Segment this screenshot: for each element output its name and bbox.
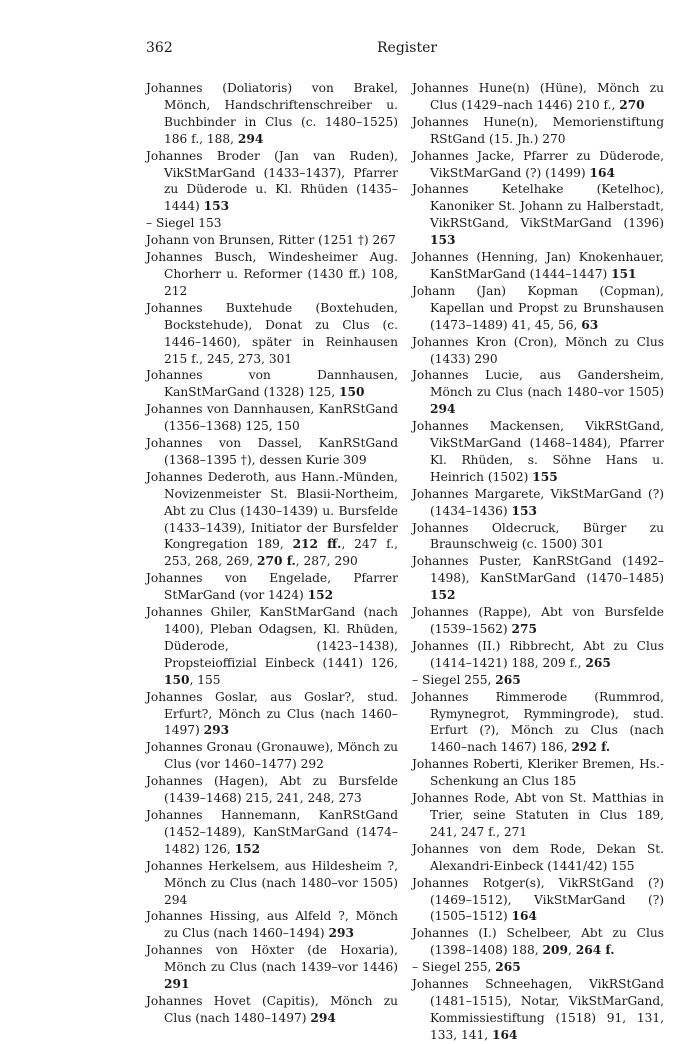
page-reference-bold: 164 <box>492 1027 518 1042</box>
entry-text: Johannes Hune(n), Memorienstiftung RStGand (15. Jh.) 270 <box>412 114 664 146</box>
entry-text: Johannes Kron (Cron), Mönch zu Clus (1433) 290 <box>412 334 664 366</box>
page-reference-bold: 152 <box>430 588 456 603</box>
index-entry <box>412 604 664 638</box>
entry-text: Johannes Ketelhake (Ketelhoc), Kanoniker St. Johann zu Halberstadt, VikRStGand, VikStMarGand (1396) <box>412 182 664 231</box>
index-entry <box>412 80 664 114</box>
entry-text: Johannes (Doliatoris) von Brakel, Mönch, Handschriftenschreiber u. Buchbinder in Clus (c. 1480–1525) 186 f., 188, <box>146 81 398 146</box>
page-reference-bold: 164 <box>511 909 537 924</box>
index-entry <box>146 215 398 232</box>
index-entry <box>146 401 398 435</box>
page-reference-bold: 63 <box>581 317 599 332</box>
running-title: Register <box>377 40 438 56</box>
index-entry <box>412 638 664 672</box>
index-entry <box>412 976 664 1044</box>
page-reference-bold: 155 <box>532 469 558 484</box>
index-entry <box>146 858 398 909</box>
index-entry <box>412 790 664 841</box>
index-entry <box>412 672 664 689</box>
page-reference-bold: 153 <box>430 233 456 248</box>
entry-text: Johannes Gronau (Gronauwe), Mönch zu Clus (vor 1460–1477) 292 <box>146 740 398 772</box>
index-entry <box>412 367 664 418</box>
index-entry <box>146 570 398 604</box>
entry-text: Johannes Hovet (Capitis), Mönch zu Clus (nach 1480–1497) <box>146 993 398 1025</box>
page-reference-bold: 294 <box>310 1010 336 1025</box>
entry-text: , 155 <box>189 672 221 687</box>
entry-text: Johannes Herkelsem, aus Hildesheim ?, Mönch zu Clus (nach 1480–vor 1505) 294 <box>146 858 398 907</box>
entry-text: Johannes Schneehagen, VikRStGand (1481–1515), Notar, VikStMarGand, Kommissiestiftung (1518) 91, 131, 133, 141, <box>412 977 664 1042</box>
entry-text: Johannes Mackensen, VikRStGand, VikStMarGand (1468–1484), Pfarrer Kl. Rhüden, s. Söhne Hans u. Heinrich (1502) <box>412 419 664 484</box>
index-entry <box>146 689 398 740</box>
entry-text: Johannes Lucie, aus Gandersheim, Mönch zu Clus (nach 1480–vor 1505) <box>412 368 664 400</box>
index-entry <box>412 841 664 875</box>
index-entry <box>412 418 664 486</box>
entry-text: – Siegel 255, <box>412 960 496 975</box>
entry-text: Johannes Busch, Windesheimer Aug. Chorherr u. Reformer (1430 ff.) 108, 212 <box>146 250 398 298</box>
page-reference-bold: 153 <box>511 503 537 518</box>
index-entry <box>146 739 398 773</box>
index-entry <box>412 520 664 554</box>
index-entry <box>146 80 398 148</box>
entry-text: – Siegel 153 <box>146 216 222 231</box>
page-reference-bold: 292 f. <box>571 740 611 755</box>
entry-text: Johannes von Höxter (de Hoxaria), Mönch zu Clus (nach 1439–vor 1446) <box>146 943 398 975</box>
entry-text: Johannes Margarete, VikStMarGand (?) (1434–1436) <box>412 486 664 518</box>
page-reference-bold: 294 <box>430 402 456 417</box>
entry-text: Johannes von dem Rode, Dekan St. Alexandri-Einbeck (1441/42) 155 <box>412 841 664 873</box>
index-entry <box>146 908 398 942</box>
index-entry <box>412 283 664 334</box>
page-reference-bold: 264 f. <box>575 943 615 958</box>
entry-text: Johannes (II.) Ribbrecht, Abt zu Clus (1414–1421) 188, 209 f., <box>412 638 664 670</box>
index-entry <box>412 553 664 604</box>
entry-text: Johannes Oldecruck, Bürger zu Braunschweig (c. 1500) 301 <box>412 520 664 552</box>
entry-text: Johannes Jacke, Pfarrer zu Düderode, VikStMarGand (?) (1499) <box>412 148 664 180</box>
entry-text: , <box>567 943 576 958</box>
index-entry <box>146 249 398 300</box>
index-entry <box>412 334 664 368</box>
entry-text: Johannes von Engelade, Pfarrer StMarGand (vor 1424) <box>146 571 398 603</box>
page-reference-bold: 153 <box>203 199 230 214</box>
entry-text: Johann von Brunsen, Ritter (1251 †) 267 <box>146 233 396 248</box>
entry-text: Johannes (I.) Schelbeer, Abt zu Clus (1398–1408) 188, <box>412 926 664 958</box>
entry-text: – Siegel 255, <box>412 672 496 687</box>
entry-text: Johannes Buxtehude (Boxtehuden, Bockstehude), Donat zu Clus (c. 1446–1460), später in Reinhausen 215 f., 245, 273, 301 <box>146 300 398 366</box>
entry-text: Johannes Rimmerode (Rummrod, Rymynegrot, Rymmingrode), stud. Erfurt (?), Mönch zu Clus (nach 1460–nach 1467) 186, <box>412 689 664 755</box>
index-entry <box>146 435 398 469</box>
index-entry <box>146 469 398 570</box>
entry-text: Johannes von Dassel, KanRStGand (1368–1395 †), dessen Kurie 309 <box>146 436 398 467</box>
entry-text: Johannes Ghiler, KanStMarGand (nach 1400), Pleban Odagsen, Kl. Rhüden, Düderode, (1423–1438), Propsteioffizial Einbeck (1441) 126, <box>146 605 398 670</box>
page-reference-bold: 150 <box>164 672 190 687</box>
entry-text: Johannes Broder (Jan van Ruden), VikStMarGand (1433–1437), Pfarrer zu Düderode u. Kl. Rhüden (1435–1444) <box>146 148 398 214</box>
index-entry <box>412 925 664 959</box>
page-reference-bold: 265 <box>585 655 611 670</box>
index-entry <box>412 148 664 182</box>
entry-text: , 247 f., 253, 268, 269, <box>164 537 398 569</box>
entry-text: Johannes von Dannhausen, KanStMarGand (1328) 125, <box>146 368 398 400</box>
entry-text: Johannes Rotger(s), VikRStGand (?) (1469–1512), VikStMarGand (?) (1505–1512) <box>412 875 664 924</box>
entry-text: Johannes (Rappe), Abt von Bursfelde (1539–1562) <box>412 605 664 636</box>
entry-text: Johannes Puster, KanRStGand (1492–1498), KanStMarGand (1470–1485) <box>412 554 664 586</box>
index-entry <box>146 942 398 993</box>
index-column-right <box>412 80 664 1044</box>
index-entry <box>412 689 664 757</box>
page-reference-bold: 152 <box>234 841 261 856</box>
entry-text: Johannes (Henning, Jan) Knokenhauer, KanStMarGand (1444–1447) <box>412 250 664 281</box>
page-reference-bold: 270 f. <box>257 554 296 569</box>
entry-text: Johannes von Dannhausen, KanRStGand (1356–1368) 125, 150 <box>146 402 398 434</box>
page-reference-bold: 209 <box>542 943 568 958</box>
entry-text: Johannes Roberti, Kleriker Bremen, Hs.-Schenkung an Clus 185 <box>412 757 664 789</box>
index-entry <box>412 249 664 283</box>
entry-text: Johannes (Hagen), Abt zu Bursfelde (1439–1468) 215, 241, 248, 273 <box>146 774 398 806</box>
index-entry <box>146 367 398 401</box>
entry-text: , 287, 290 <box>295 554 358 569</box>
index-entry <box>146 604 398 689</box>
page-reference-bold: 150 <box>338 385 365 400</box>
index-entry <box>146 232 398 249</box>
page-reference-bold: 293 <box>203 723 230 738</box>
index-entry <box>146 300 398 368</box>
index-entry <box>146 148 398 216</box>
page-reference-bold: 151 <box>611 266 637 281</box>
entry-text: Johannes Hannemann, KanRStGand (1452–1489), KanStMarGand (1474–1482) 126, <box>146 807 398 856</box>
index-entry <box>146 807 398 858</box>
index-entry <box>412 181 664 249</box>
page-reference-bold: 164 <box>589 165 615 180</box>
index-entry <box>146 993 398 1027</box>
page-header <box>0 40 700 60</box>
index-entry <box>412 959 664 976</box>
page-reference-bold: 294 <box>237 131 264 146</box>
entry-text: Johann (Jan) Kopman (Copman), Kapellan und Propst zu Brunshausen (1473–1489) 41, 45, 56, <box>412 283 664 332</box>
index-entry <box>412 114 664 148</box>
page-reference-bold: 265 <box>495 960 521 975</box>
entry-text: Johannes Dederoth, aus Hann.-Münden, Novizenmeister St. Blasii-Northeim, Abt zu Clus (1430–1439) u. Bursfelde (1433–1439), Initiator der Bursfelder Kongregation 189, <box>146 469 398 552</box>
index-entry <box>146 773 398 807</box>
index-column-left <box>146 80 398 1027</box>
page-reference-bold: 152 <box>307 588 334 603</box>
page-number: 362 <box>146 40 173 56</box>
page-reference-bold: 212 ff. <box>292 537 342 552</box>
index-entry <box>412 875 664 926</box>
entry-text: Johannes Hissing, aus Alfeld ?, Mönch zu Clus (nach 1460–1494) <box>146 909 398 941</box>
page-reference-bold: 265 <box>495 672 521 687</box>
entry-text: Johannes Rode, Abt von St. Matthias in Trier, seine Statuten in Clus 189, 241, 247 f., 271 <box>412 791 664 839</box>
entry-text: Johannes Goslar, aus Goslar?, stud. Erfurt?, Mönch zu Clus (nach 1460–1497) <box>146 689 398 738</box>
entry-text: Johannes Hune(n) (Hüne), Mönch zu Clus (1429–nach 1446) 210 f., <box>412 81 664 112</box>
index-entry <box>412 756 664 790</box>
page-reference-bold: 291 <box>164 977 190 992</box>
page-reference-bold: 270 <box>619 97 645 112</box>
page-reference-bold: 293 <box>328 926 354 941</box>
page-reference-bold: 275 <box>511 622 537 636</box>
index-entry <box>412 486 664 520</box>
